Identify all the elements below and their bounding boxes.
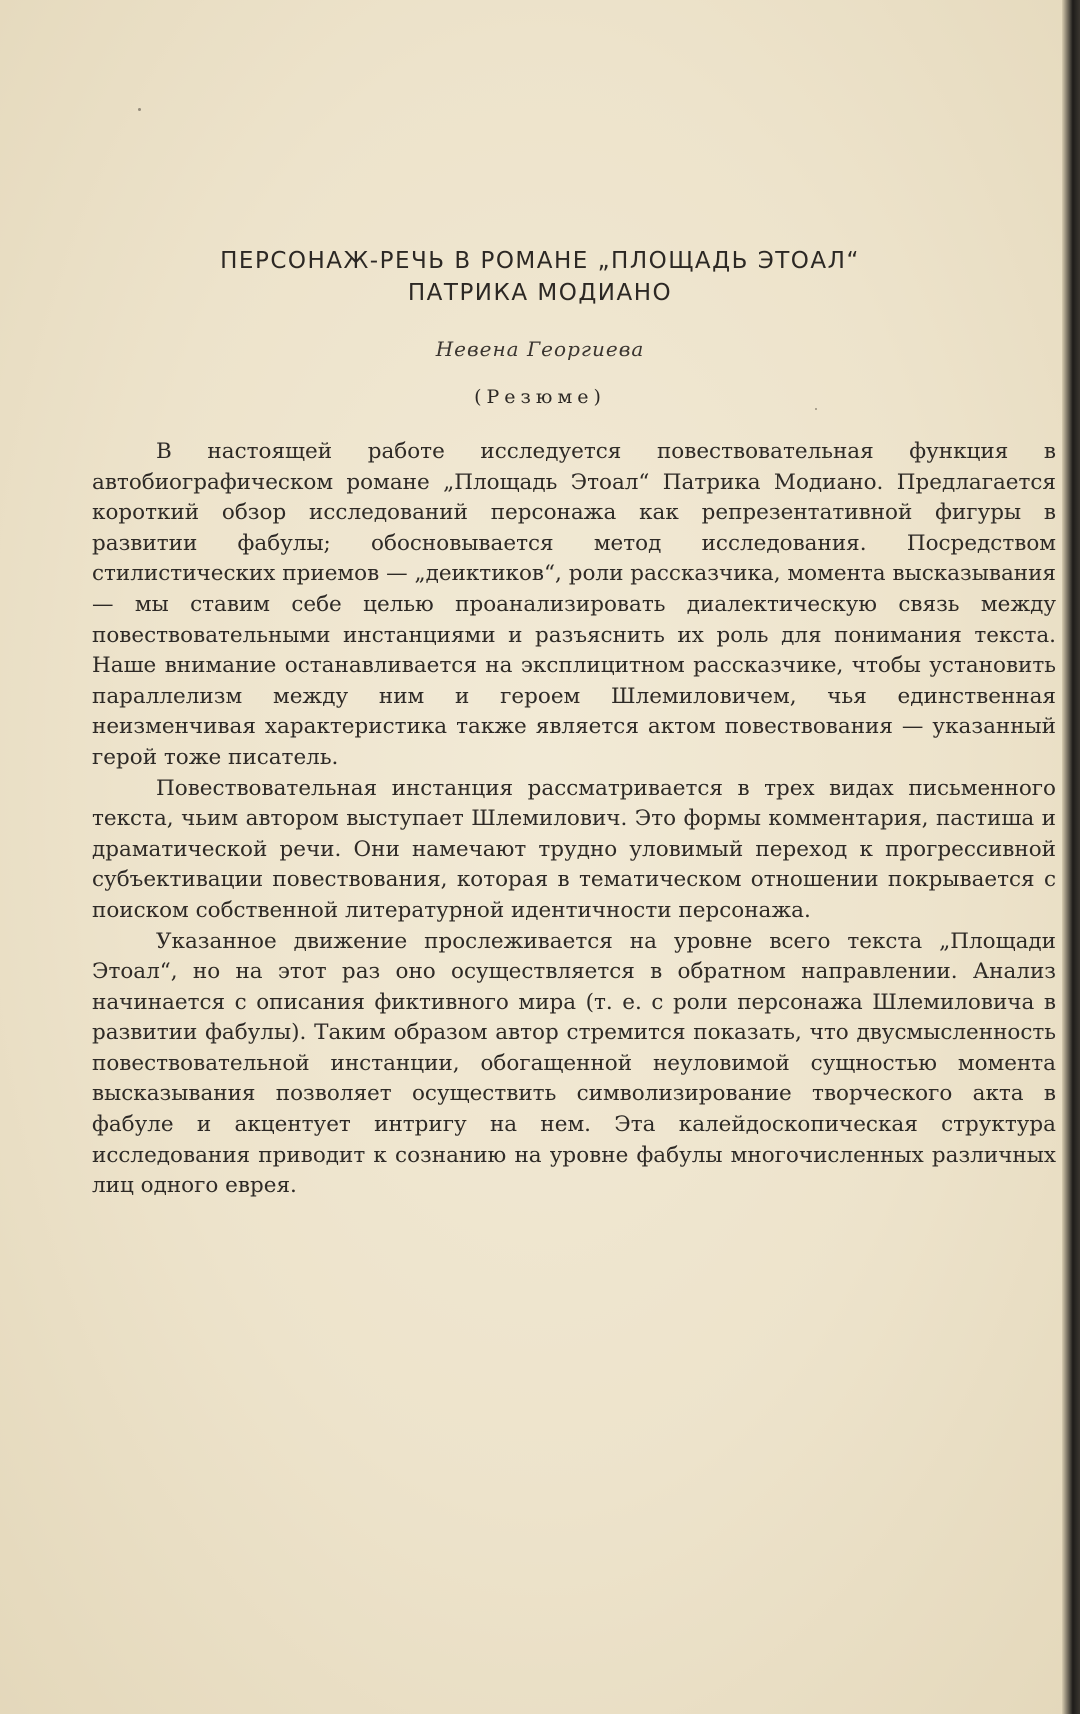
book-binding-edge xyxy=(1062,0,1080,1714)
author-name: Невена Георгиева xyxy=(435,337,645,361)
paper-speck xyxy=(815,408,817,410)
abstract-paragraph-1: В настоящей работе исследуется повествовательная функция в автобиографическом романе „Площадь Этоал“ Патрика Модиано. Предлагается короткий обзор исследований персонажа как репрезентативной фигуры в развитии фабулы; обосновывается метод исследования. Посредством стилистических приемов — „деиктиков“, роли рассказчика, момента высказывания — мы ставим себе целью проанализировать диалектическую связь между повествовательными инстанциями и разъяснить их роль для понимания текста. Наше внимание останавливается на эксплицитном рассказчике, чтобы установить параллелизм между ним и героем Шлемиловичем, чья единственная неизменчивая характеристика также является актом повествования — указанный герой тоже писатель. xyxy=(92,439,1056,770)
abstract-body xyxy=(92,437,1056,1202)
abstract-paragraph-2: Повествовательная инстанция рассматривается в трех видах письменного текста, чьим автором выступает Шлемилович. Это формы комментария, пастиша и драматической речи. Они намечают трудно уловимый переход к прогрессивной субъективации повествования, которая в тематическом отношении покрывается с поиском собственной литературной идентичности персонажа. xyxy=(92,775,1056,923)
paper-speck xyxy=(138,108,141,111)
article-title xyxy=(90,245,990,309)
section-label: (Резюме) xyxy=(474,386,606,408)
abstract-paragraph-3: Указанное движение прослеживается на уровне всего текста „Площади Этоал“, но на этот раз оно осуществляется в обратном направлении. Анализ начинается с описания фиктивного мира (т. е. с роли персонажа Шлемиловича в развитии фабулы). Таким образом автор стремится показать, что двусмысленность повествовательной инстанции, обогащенной неуловимой сущностью момента высказывания позволяет осуществить символизирование творческого акта в фабуле и акцентует интригу на нем. Эта калейдоскопическая структура исследования приводит к сознанию на уровне фабулы многочисленных различных лиц одного еврея. xyxy=(92,928,1056,1199)
article-title-line-2: ПАТРИКА МОДИАНО xyxy=(407,280,673,306)
article-title-line-1: ПЕРСОНАЖ-РЕЧЬ В РОМАНЕ „ПЛОЩАДЬ ЭТОАЛ“ xyxy=(220,248,860,274)
